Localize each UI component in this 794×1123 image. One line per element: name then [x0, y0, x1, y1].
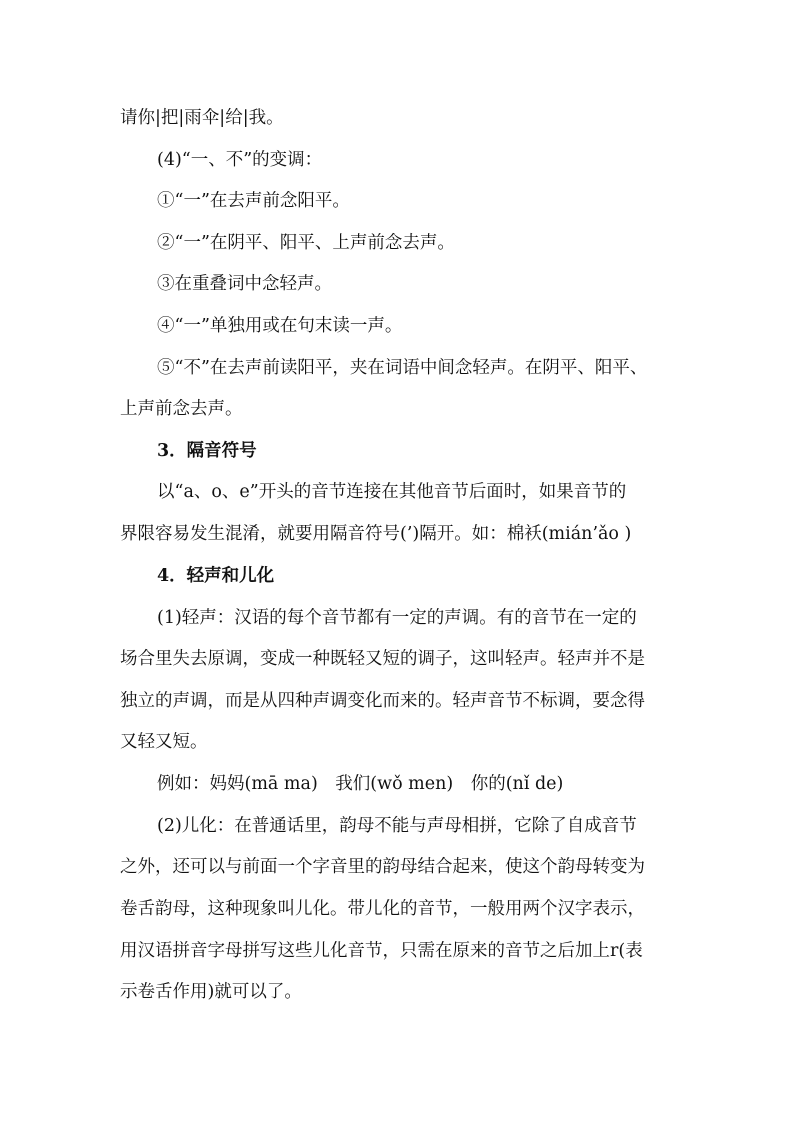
text-line: 独立的声调，而是从四种声调变化而来的。轻声音节不标调，要念得 — [120, 691, 645, 711]
text-line: 示卷舌作用)就可以了。 — [120, 982, 302, 1002]
example-line: 例如：妈妈(mā ma) 我们(wǒ men) 你的(nǐ de) — [157, 774, 564, 794]
text-line: 用汉语拼音字母拼写这些儿化音节，只需在原来的音节之后加上r(表 — [120, 941, 643, 961]
list-item: ⑤“不”在去声前读阳平，夹在词语中间念轻声。在阴平、阳平、 — [157, 358, 648, 378]
text-line: 之外，还可以与前面一个字音里的韵母结合起来，使这个韵母转变为 — [120, 857, 645, 877]
section-heading: 4．轻声和儿化 — [157, 566, 275, 586]
text-line: 界限容易发生混淆，就要用隔音符号(’)隔开。如：棉袄(mián’ǎo ) — [120, 524, 632, 544]
list-item: ①“一”在去声前念阳平。 — [157, 191, 350, 211]
text-line: 场合里失去原调，变成一种既轻又短的调子，这叫轻声。轻声并不是 — [120, 649, 645, 669]
list-item: ③在重叠词中念轻声。 — [157, 274, 332, 294]
list-item: ②“一”在阴平、阳平、上声前念去声。 — [157, 233, 455, 253]
text-line: 又轻又短。 — [120, 732, 208, 752]
text-line: 卷舌韵母，这种现象叫儿化。带儿化的音节，一般用两个汉字表示， — [120, 899, 645, 919]
list-item: ④“一”单独用或在句末读一声。 — [157, 316, 403, 336]
paragraph-line: (2)儿化：在普通话里，韵母不能与声母相拼，它除了自成音节 — [157, 816, 637, 836]
paragraph-line: (1)轻声：汉语的每个音节都有一定的声调。有的音节在一定的 — [157, 608, 637, 628]
text-line: 请你|把|雨伞|给|我。 — [120, 108, 284, 128]
subsection-heading: (4)“一、不”的变调： — [157, 150, 323, 170]
text-line: 上声前念去声。 — [120, 399, 243, 419]
section-heading: 3．隔音符号 — [157, 441, 257, 461]
paragraph-line: 以“a、o、e”开头的音节连接在其他音节后面时，如果音节的 — [157, 482, 627, 502]
